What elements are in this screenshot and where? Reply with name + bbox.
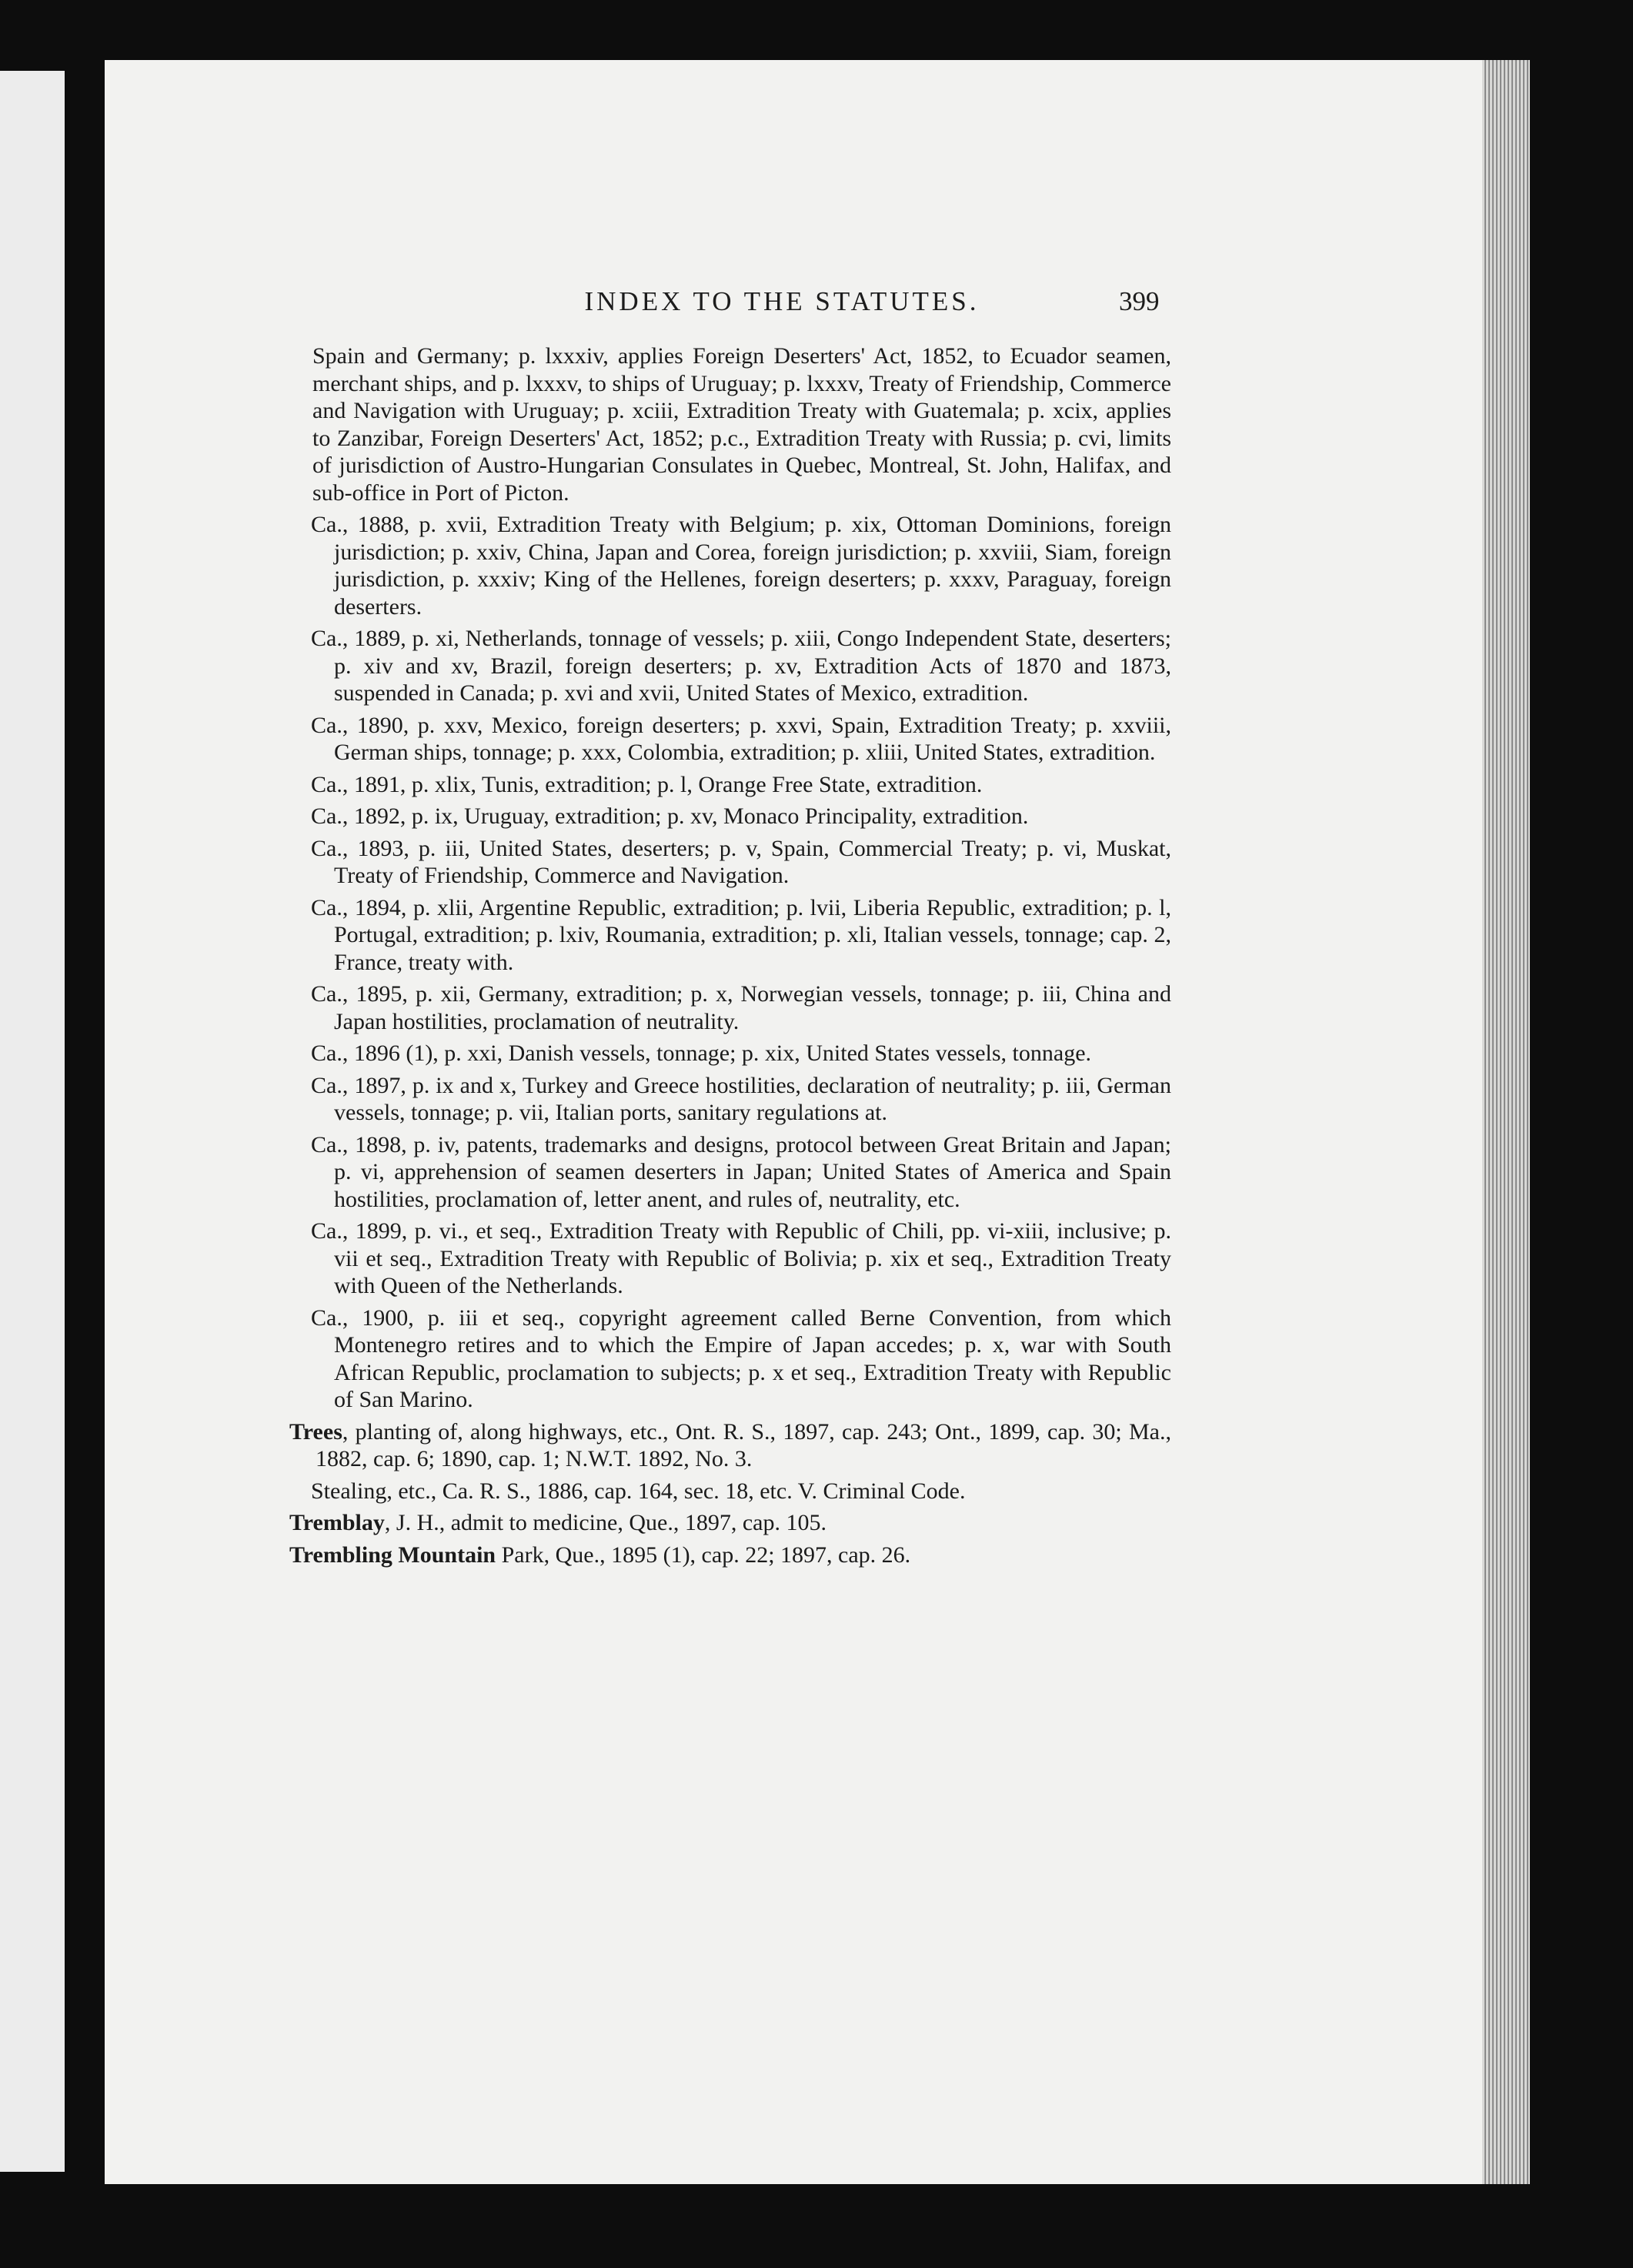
entry-text: Ca., 1888, p. xvii, Extradition Treaty with Belgium; p. xix, Ottoman Dominions, foreign jurisdiction; p. xxiv, China, Japan and Corea, foreign jurisdiction; p. xxviii, Siam, foreign jurisdiction, p. xxxiv; King of the Hellenes, foreign deserters; p. xxxv, Paraguay, foreign deserters.: [311, 512, 1171, 620]
index-subentry: [289, 712, 1171, 767]
index-subentry: [289, 342, 1171, 506]
index-subentry: [289, 771, 1171, 799]
entry-text: Ca., 1894, p. xlii, Argentine Republic, extradition; p. lvii, Liberia Republic, extradition; p. l, Portugal, extradition; p. lxiv, Roumania, extradition; p. xli, Italian vessels, tonnage; cap. 2, France, treaty with.: [311, 894, 1171, 975]
entry-text: Ca., 1898, p. iv, patents, trademarks and designs, protocol between Great Britain and Japan; p. vi, apprehension of seamen deserters in Japan; United States of America and Spain hostilities, proclamation of, letter anent, and rules of, neutrality, etc.: [311, 1131, 1171, 1212]
index-subentry: [289, 1478, 1171, 1505]
facing-page-edge: [0, 71, 65, 2172]
entry-headword: Trembling Mountain: [289, 1542, 496, 1568]
index-subentry: [289, 1131, 1171, 1214]
index-subentry: [289, 894, 1171, 977]
entry-text: Ca., 1890, p. xxv, Mexico, foreign deserters; p. xxvi, Spain, Extradition Treaty; p. xxviii, German ships, tonnage; p. xxx, Colombia, extradition; p. xliii, United States, extradition.: [311, 712, 1171, 765]
index-subentry: [289, 1072, 1171, 1127]
index-subentry: [289, 835, 1171, 890]
index-subentry: [289, 803, 1171, 830]
index-entry: [289, 1418, 1171, 1473]
page-header: [105, 286, 1482, 325]
entry-text: Ca., 1897, p. ix and x, Turkey and Greece hostilities, declaration of neutrality; p. iii, German vessels, tonnage; p. vii, Italian ports, sanitary regulations at.: [311, 1072, 1171, 1125]
entry-text: , planting of, along highways, etc., Ont. R. S., 1897, cap. 243; Ont., 1899, cap. 30; Ma., 1882, cap. 6; 1890, cap. 1; N.W.T. 1892, No. 3.: [316, 1418, 1171, 1471]
index-subentry: [289, 511, 1171, 620]
index-subentry: [289, 980, 1171, 1035]
index-entry: [289, 1542, 1171, 1569]
index-subentry: [289, 1304, 1171, 1414]
entry-text: Spain and Germany; p. lxxxiv, applies Foreign Deserters' Act, 1852, to Ecuador seamen, merchant ships, and p. lxxxv, to ships of Uruguay; p. lxxxv, Treaty of Friendship, Commerce and Navigation with Uruguay; p. xciii, Extradition Treaty with Guatemala; p. xcix, applies to Zanzibar, Foreign Deserters' Act, 1852; p.c., Extradition Treaty with Russia; p. cvi, limits of jurisdiction of Austro-Hungarian Consulates in Quebec, Montreal, St. John, Halifax, and sub-office in Port of Picton.: [312, 343, 1171, 506]
entry-text: Ca., 1899, p. vi., et seq., Extradition Treaty with Republic of Chili, pp. vi-xiii, inclusive; p. vii et seq., Extradition Treaty with Republic of Bolivia; p. xix et seq., Extradition Treaty with Queen of the Netherlands.: [311, 1218, 1171, 1298]
entry-headword: Trees: [289, 1418, 342, 1445]
entry-text: Ca., 1895, p. xii, Germany, extradition; p. x, Norwegian vessels, tonnage; p. iii, China and Japan hostilities, proclamation of neutrality.: [311, 981, 1171, 1034]
index-body: [289, 342, 1171, 1573]
page-stack-edge: [1482, 60, 1530, 2184]
running-title: INDEX TO THE STATUTES.: [584, 286, 980, 316]
index-subentry: [289, 1218, 1171, 1300]
entry-text: , J. H., admit to medicine, Que., 1897, cap. 105.: [384, 1510, 827, 1535]
entry-text: Ca., 1896 (1), p. xxi, Danish vessels, tonnage; p. xix, United States vessels, tonnage.: [311, 1040, 1092, 1066]
entry-text: Park, Que., 1895 (1), cap. 22; 1897, cap. 26.: [496, 1542, 911, 1568]
entry-headword: Tremblay: [289, 1510, 385, 1535]
entry-text: Ca., 1900, p. iii et seq., copyright agreement called Berne Convention, from which Montenegro retires and to which the Empire of Japan accedes; p. x, war with South African Republic, proclamation to subjects; p. x et seq., Extradition Treaty with Republic of San Marino.: [311, 1304, 1171, 1412]
entry-text: Stealing, etc., Ca. R. S., 1886, cap. 164, sec. 18, etc. V. Criminal Code.: [311, 1478, 966, 1504]
page-number: 399: [1119, 286, 1160, 316]
index-subentry: [289, 1040, 1171, 1067]
entry-text: Ca., 1889, p. xi, Netherlands, tonnage of vessels; p. xiii, Congo Independent State, deserters; p. xiv and xv, Brazil, foreign deserters; p. xv, Extradition Acts of 1870 and 1873, suspended in Canada; p. xvi and xvii, United States of Mexico, extradition.: [311, 626, 1171, 706]
entry-text: Ca., 1891, p. xlix, Tunis, extradition; p. l, Orange Free State, extradition.: [311, 771, 983, 797]
index-subentry: [289, 625, 1171, 707]
index-entry: [289, 1509, 1171, 1537]
entry-text: Ca., 1892, p. ix, Uruguay, extradition; p. xv, Monaco Principality, extradition.: [311, 803, 1029, 829]
entry-text: Ca., 1893, p. iii, United States, deserters; p. v, Spain, Commercial Treaty; p. vi, Muskat, Treaty of Friendship, Commerce and Navigation.: [311, 835, 1171, 888]
